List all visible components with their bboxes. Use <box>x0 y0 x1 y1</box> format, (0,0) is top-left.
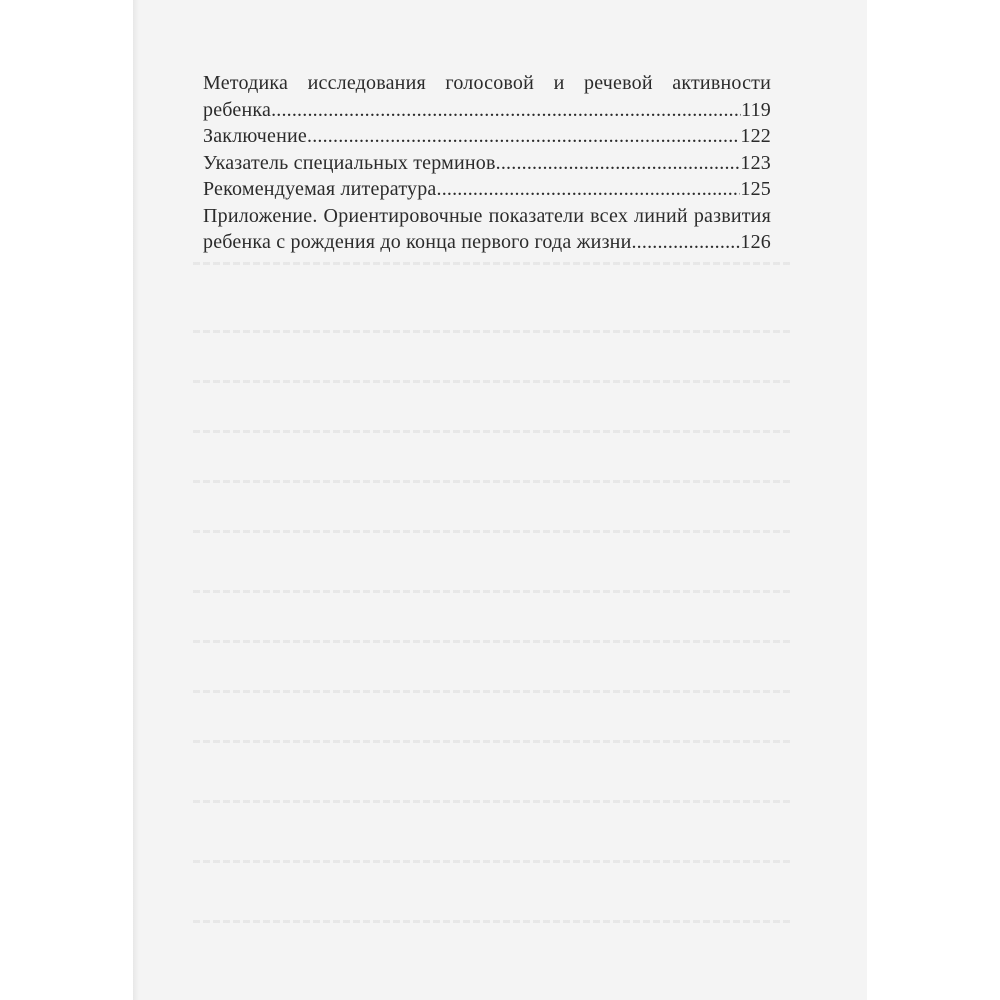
table-of-contents <box>203 70 771 256</box>
toc-entry-title-line: Методика исследования голосовой и речевой активности <box>203 72 771 94</box>
toc-entry-title: Рекомендуемая литература <box>203 178 437 200</box>
toc-page-number: 123 <box>740 151 771 174</box>
toc-entry-title-line: Приложение. Ориентировочные показатели всех линий развития <box>203 204 771 227</box>
toc-entry <box>203 176 771 203</box>
toc-entry-leader-line <box>203 176 771 203</box>
bleed-through-line <box>193 330 793 333</box>
bleed-through-line <box>193 740 793 743</box>
bleed-through-line <box>193 480 793 483</box>
bleed-through-line <box>193 380 793 383</box>
dot-leader <box>631 229 740 256</box>
bleed-through-line <box>193 920 793 923</box>
bleed-through-line <box>193 860 793 863</box>
toc-entry <box>203 123 771 150</box>
bleed-through-line <box>193 430 793 433</box>
toc-entry <box>203 150 771 177</box>
document-page <box>133 0 867 1000</box>
dot-leader <box>437 176 741 203</box>
toc-page-number: 125 <box>740 178 771 200</box>
toc-entry-title: ребенка с рождения до конца первого года жизни <box>203 231 632 253</box>
bleed-through-line <box>193 262 793 265</box>
toc-entry-title: Указатель специальных терминов <box>203 151 496 174</box>
page-edge-shadow <box>133 0 139 1000</box>
dot-leader <box>307 123 740 150</box>
toc-page-number: 122 <box>740 125 771 147</box>
bleed-through-line <box>193 590 793 593</box>
toc-entry <box>203 70 771 123</box>
toc-entry <box>203 203 771 256</box>
toc-entry-title: Заключение <box>203 125 307 147</box>
toc-entry-leader-line <box>203 150 771 177</box>
dot-leader <box>271 97 741 124</box>
toc-entry-leader-line <box>203 229 771 256</box>
toc-entry-leader-line <box>203 123 771 150</box>
toc-entry-leader-line <box>203 97 771 124</box>
dot-leader <box>496 150 741 177</box>
bleed-through-line <box>193 690 793 693</box>
bleed-through-line <box>193 800 793 803</box>
toc-page-number: 119 <box>741 98 771 121</box>
bleed-through-line <box>193 530 793 533</box>
toc-entry-title: ребенка <box>203 98 272 121</box>
toc-page-number: 126 <box>740 231 771 253</box>
bleed-through-line <box>193 640 793 643</box>
